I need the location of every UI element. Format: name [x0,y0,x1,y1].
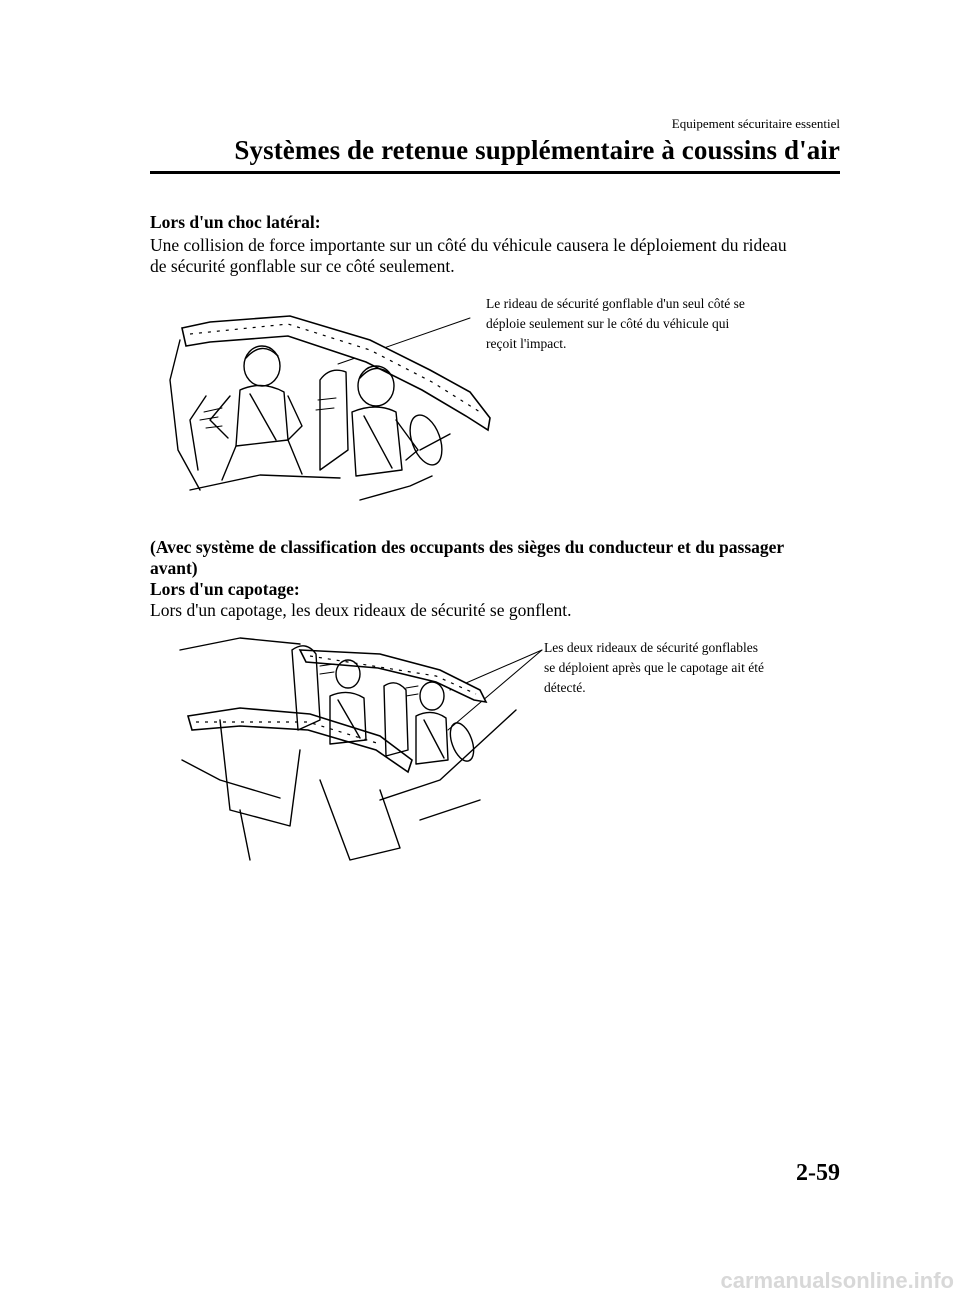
rollover-curtain-airbags-illustration [180,630,530,870]
side-impact-caption-line-2: déploie seulement sur le côté du véhicule qui [486,316,730,331]
side-curtain-airbag-illustration [170,300,510,520]
side-impact-text-line-1: Une collision de force importante sur un côté du véhicule causera le déploiement du rideau [150,235,787,255]
watermark: carmanualsonline.info [720,1268,954,1293]
side-impact-caption-line-1: Le rideau de sécurité gonflable d'un seul côté se [486,296,745,311]
rollover-heading: Lors d'un capotage: [150,579,300,599]
rollover-caption-line-2: se déploient après que le capotage ait été [544,660,765,675]
rollover-text: Lors d'un capotage, les deux rideaux de sécurité se gonflent. [150,600,572,620]
side-impact-text-line-2: de sécurité gonflable sur ce côté seulement. [150,256,455,276]
rollover-caption-line-3: détecté. [544,680,586,695]
page-number: 2-59 [796,1160,840,1186]
page-title: Systèmes de retenue supplémentaire à coussins d'air [234,135,840,165]
side-impact-caption-line-3: reçoit l'impact. [486,336,567,351]
side-impact-caption [486,294,745,354]
rollover-caption [544,638,764,698]
title-rule [150,171,840,174]
rollover-note-line-1: (Avec système de classification des occupants des sièges du conducteur et du passager [150,537,785,557]
rollover-caption-line-1: Les deux rideaux de sécurité gonflables [544,640,759,655]
section-label: Equipement sécuritaire essentiel [671,116,840,131]
rollover-note-line-2: avant) [150,558,198,578]
side-impact-heading: Lors d'un choc latéral: [150,212,321,232]
